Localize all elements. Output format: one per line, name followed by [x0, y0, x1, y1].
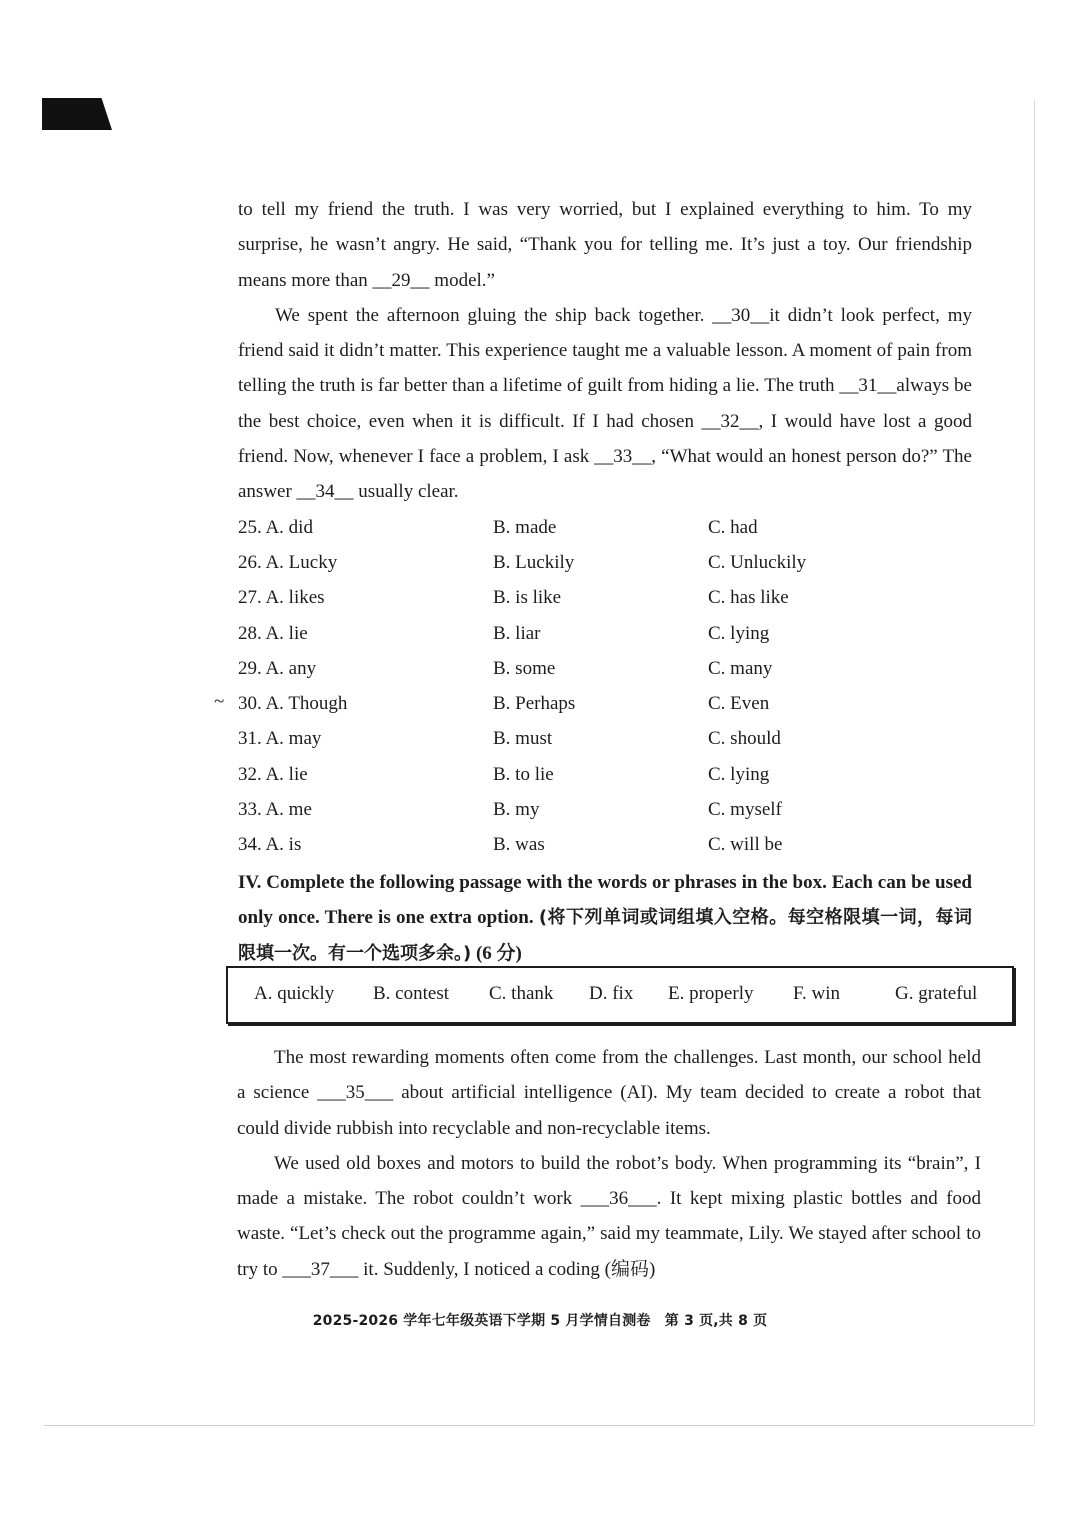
option-b: B. is like: [493, 587, 562, 609]
page-edge-right: [1034, 100, 1035, 1425]
option-a: 27. A. likes: [238, 587, 325, 609]
option-a: 29. A. any: [238, 657, 317, 679]
option-b: B. was: [493, 834, 545, 856]
option-c: C. had: [708, 516, 758, 538]
word-option: A. quickly: [254, 983, 335, 1004]
option-c: C. myself: [708, 799, 782, 821]
choice-row-32: [238, 757, 972, 792]
passage-paragraph: We spent the afternoon gluing the ship back together. __30__it didn’t look perfect, my friend said it didn’t matter. This experience taught me a valuable lesson. A moment of pain from telling the truth is far better than a lifetime of guilt from hiding a lie. The truth __31__always be the best choice, even when it is difficult. If I had chosen __32__, I would have lost a good friend. Now, whenever I face a problem, I ask __33__, “What would an honest person do?” The answer __34__ usually clear.: [238, 304, 972, 503]
option-a: 28. A. lie: [238, 622, 308, 644]
word-option: F. win: [793, 983, 841, 1004]
option-b: B. must: [493, 728, 553, 750]
word-option: D. fix: [589, 983, 634, 1004]
option-a: 33. A. me: [238, 799, 312, 821]
multiple-choice-options: [214, 510, 972, 863]
option-b: B. some: [493, 657, 556, 679]
word-option: B. contest: [373, 983, 449, 1004]
option-c: C. has like: [708, 587, 789, 609]
page-footer: 2025-2026 学年七年级英语下学期 5 月学情自测卷 第 3 页,共 8 页: [312, 1313, 768, 1329]
page-edge-bottom: [44, 1425, 1034, 1426]
option-a: 25. A. did: [238, 516, 313, 538]
option-a: 26. A. Lucky: [238, 551, 338, 573]
choice-row-34: [238, 827, 972, 862]
passage-paragraph: We used old boxes and motors to build the robot’s body. When programming its “brain”, I made a mistake. The robot couldn’t work ___36___. It kept mixing plastic bottles and food waste. “Let’s check out the programme again,” said my teammate, Lily. We stayed after school to try to ___37___ it. Suddenly, I noticed a coding (编码): [237, 1152, 981, 1280]
choice-row-31: [238, 721, 972, 756]
section-4-title-cn: (将下列单词或词组填入空格。每空格限填一词，每词限填一次。有一个选项多余。): [238, 907, 972, 964]
option-a: 32. A. lie: [238, 763, 308, 785]
choice-row-26: [238, 545, 972, 580]
option-c: C. Unluckily: [708, 551, 807, 573]
choice-row-27: [238, 580, 972, 615]
section-4-instructions: [238, 865, 972, 972]
option-b: B. liar: [493, 622, 541, 644]
word-option: C. thank: [489, 983, 554, 1004]
choice-row-28: [238, 616, 972, 651]
option-b: B. made: [493, 516, 557, 538]
choice-row-33: [238, 792, 972, 827]
option-a: 31. A. may: [238, 728, 322, 750]
word-option: E. properly: [668, 983, 754, 1004]
passage-paragraph: to tell my friend the truth. I was very worried, but I explained everything to him. To my surprise, he wasn’t angry. He said, “Thank you for telling me. It’s just a toy. Our friendship means more than __29__ model.”: [238, 199, 972, 291]
choice-row-25: [238, 510, 972, 545]
section-4-score: (6 分): [475, 942, 522, 964]
option-b: B. Perhaps: [493, 693, 576, 715]
option-c: C. lying: [708, 622, 770, 644]
option-c: C. lying: [708, 763, 770, 785]
corner-registration-mark: [42, 98, 112, 130]
passage-paragraph: The most rewarding moments often come from the challenges. Last month, our school held a science ___35___ about artificial intelligence (AI). My team decided to create a robot that could divide rubbish into recyclable and non-recyclable items.: [237, 1047, 981, 1139]
choice-row-29: [238, 651, 972, 686]
option-c: C. many: [708, 657, 773, 679]
option-a: 34. A. is: [238, 834, 302, 856]
passage-section-4: [237, 1040, 981, 1287]
word-bank-box: [226, 966, 1014, 1024]
word-option: G. grateful: [895, 983, 978, 1004]
pen-tick-mark: ~: [214, 691, 225, 713]
option-c: C. will be: [708, 834, 783, 856]
option-b: B. Luckily: [493, 551, 575, 573]
option-a: 30. A. Though: [238, 693, 348, 715]
choice-row-30: [214, 686, 972, 721]
passage-section-3: [214, 192, 972, 971]
option-c: C. Even: [708, 693, 770, 715]
section-4-title-en: IV. Complete the following passage with the words or phrases in the box. Each can be used only once. There is one extra option.: [238, 871, 972, 929]
option-c: C. should: [708, 728, 781, 750]
option-b: B. my: [493, 799, 540, 821]
option-b: B. to lie: [493, 763, 554, 785]
